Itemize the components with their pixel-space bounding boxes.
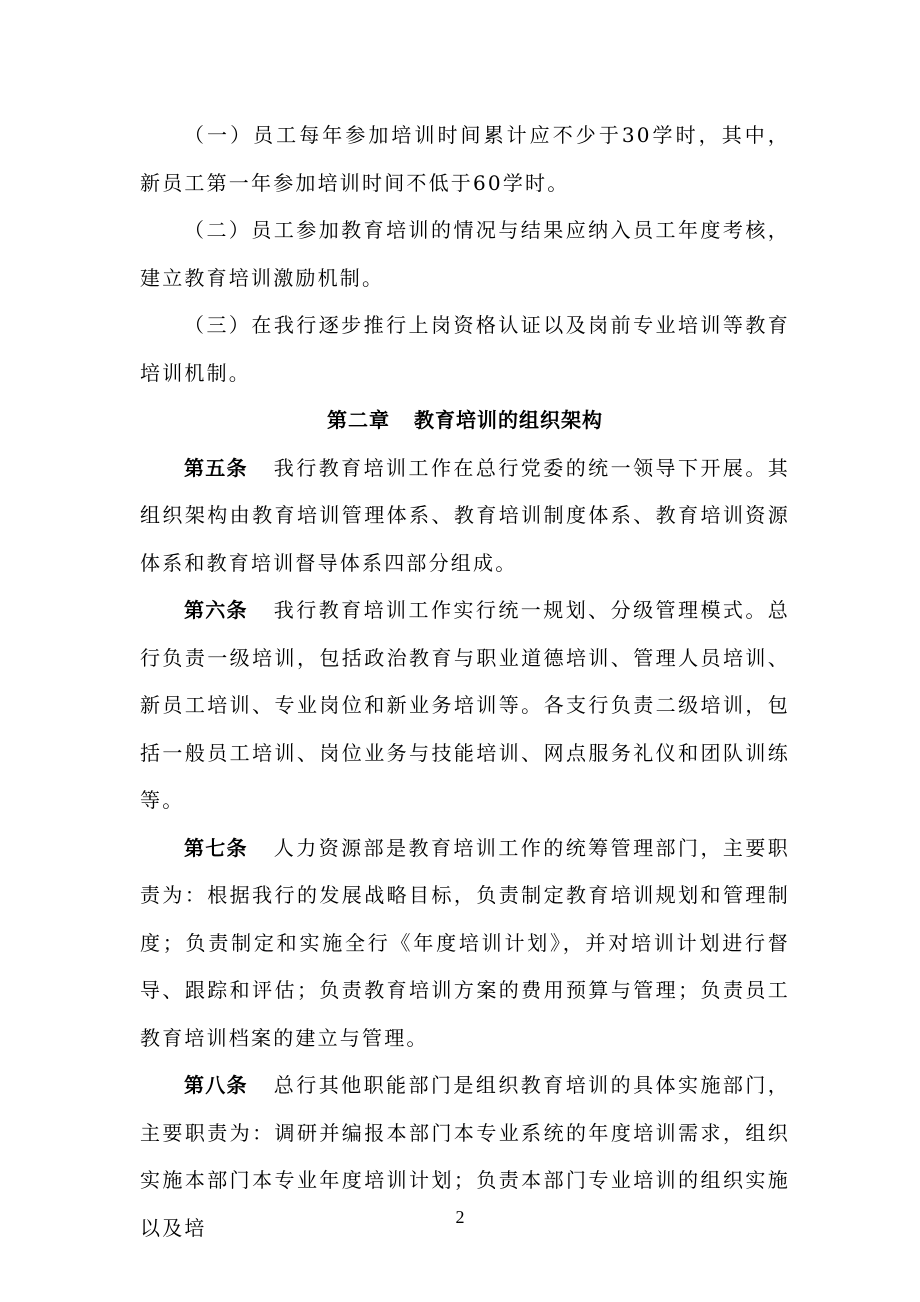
article-6	[140, 587, 790, 825]
article-text: 人力资源部是教育培训工作的统筹管理部门，主要职责为：根据我行的发展战略目标，负责制定教育培训规划和管理制度；负责制定和实施全行《年度培训计划》，并对培训计划进行督导、跟踪和评估；负责教育培训方案的费用预算与管理；负责员工教育培训档案的建立与管理。	[140, 835, 791, 1050]
article-number: 第七条	[184, 835, 248, 860]
article-number: 第八条	[184, 1073, 248, 1097]
paragraph-item-2: （二）员工参加教育培训的情况与结果应纳入员工年度考核，建立教育培训激励机制。	[140, 218, 790, 290]
paragraph-item-1: （一）员工每年参加培训时间累计应不少于30学时，其中，新员工第一年参加培训时间不低于60学时。	[140, 123, 790, 195]
chapter-heading	[140, 397, 790, 445]
article-5	[140, 445, 790, 588]
page-number: 2	[455, 1207, 465, 1227]
chapter-number: 第二章	[327, 408, 390, 432]
document-body	[140, 112, 790, 1252]
article-number: 第五条	[184, 455, 248, 480]
chapter-title: 教育培训的组织架构	[414, 408, 603, 432]
article-text: 我行教育培训工作实行统一规划、分级管理模式。总行负责一级培训，包括政治教育与职业道德培训、管理人员培训、新员工培训、专业岗位和新业务培训等。各支行负责二级培训，包括一般员工培训、岗位业务与技能培训、网点服务礼仪和团队训练等。	[140, 598, 791, 812]
article-text: 总行其他职能部门是组织教育培训的具体实施部门，主要职责为：调研并编报本部门本专业系统的年度培训需求，组织实施本部门本专业年度培训计划；负责本部门专业培训的组织实施以及培	[140, 1073, 791, 1240]
article-text: 我行教育培训工作在总行党委的统一领导下开展。其组织架构由教育培训管理体系、教育培训制度体系、教育培训资源体系和教育培训督导体系四部分组成。	[140, 455, 791, 575]
paragraph-item-3: （三）在我行逐步推行上岗资格认证以及岗前专业培训等教育培训机制。	[140, 313, 790, 385]
article-7	[140, 825, 790, 1063]
article-number: 第六条	[184, 598, 248, 622]
